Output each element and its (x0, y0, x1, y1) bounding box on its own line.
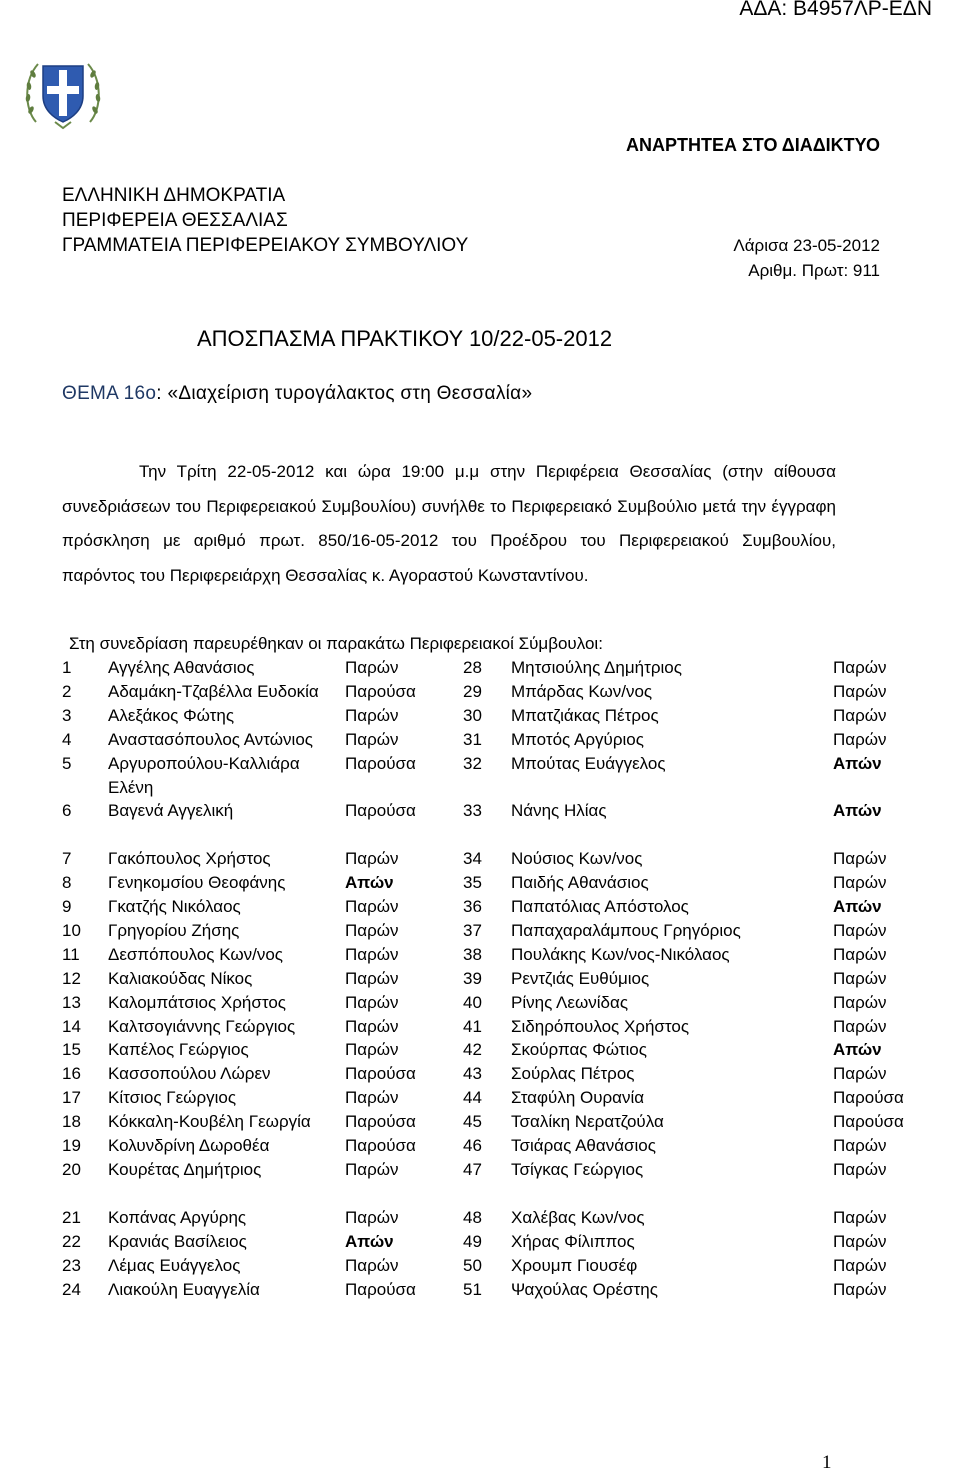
member-name: Γενηκομσίου Θεοφάνης (108, 873, 286, 893)
member-status: Παρών (833, 658, 887, 677)
member-name: Μπατζιάκας Πέτρος (511, 705, 659, 725)
member-status: Παρούσα (833, 1088, 904, 1108)
member-status: Παρούσα (833, 1112, 904, 1132)
member-status: Παρών (833, 1016, 887, 1036)
issuing-authority (62, 183, 468, 258)
member-status: Παρών (833, 1160, 887, 1180)
place-date: Λάρισα 23-05-2012 (733, 236, 880, 255)
member-number: 10 (62, 920, 81, 940)
member-number: 18 (62, 1112, 81, 1132)
member-number: 5 (62, 753, 72, 773)
member-name: Χαλέβας Κων/νος (511, 1207, 645, 1227)
member-status: Παρών (345, 1160, 399, 1180)
member-status: Παρών (833, 1136, 887, 1156)
member-number: 7 (62, 849, 72, 869)
member-row (62, 752, 942, 800)
member-number: 9 (62, 897, 72, 917)
member-status: Παρών (345, 705, 399, 725)
member-number: 20 (62, 1160, 81, 1180)
member-name: Τσαλίκη Νερατζούλα (511, 1112, 664, 1132)
member-status: Παρών (833, 681, 887, 701)
member-number: 1 (62, 658, 72, 677)
member-status: Παρών (833, 705, 887, 725)
member-number: 46 (463, 1136, 482, 1156)
place-and-protocol (733, 233, 880, 283)
member-status: Παρούσα (345, 681, 416, 701)
member-status: Παρών (833, 1255, 887, 1275)
member-number: 34 (463, 849, 482, 869)
member-row (62, 1254, 942, 1278)
member-name: Νούσιος Κων/νος (511, 849, 643, 869)
member-number: 44 (463, 1088, 482, 1108)
member-number: 31 (463, 729, 482, 749)
member-name: Κρανιάς Βασίλειος (108, 1231, 247, 1251)
page-number: 1 (822, 1452, 832, 1473)
member-name: Σταφύλη Ουρανία (511, 1088, 645, 1108)
member-name: Παπατόλιας Απόστολος (511, 897, 689, 917)
member-number: 38 (463, 944, 482, 964)
member-number: 3 (62, 705, 72, 725)
subject-text: : «Διαχείριση τυρογάλακτος στη Θεσσαλία» (156, 383, 533, 404)
member-status: Παρών (345, 658, 399, 677)
subject-line (62, 383, 532, 405)
member-name: Χρουμπ Γιουσέφ (511, 1255, 638, 1275)
org-line-secretariat: ΓΡΑΜΜΑΤΕΙΑ ΠΕΡΙΦΕΡΕΙΑΚΟΥ ΣΥΜΒΟΥΛΙΟΥ (62, 235, 469, 256)
member-row (62, 680, 942, 704)
member-number: 49 (463, 1231, 482, 1251)
member-number: 15 (62, 1040, 81, 1060)
member-row (62, 1015, 942, 1039)
member-number: 22 (62, 1231, 81, 1251)
member-row (62, 919, 942, 943)
member-status: Παρών (345, 1207, 399, 1227)
member-row (62, 1062, 942, 1086)
member-row (62, 728, 942, 752)
member-row (62, 704, 942, 728)
org-line-region: ΠΕΡΙΦΕΡΕΙΑ ΘΕΣΣΑΛΙΑΣ (62, 210, 288, 231)
member-name: Γακόπουλος Χρήστος (108, 849, 271, 869)
attendance-intro: Στη συνεδρίαση παρευρέθηκαν οι παρακάτω Περιφερειακοί Σύμβουλοι: (69, 634, 603, 653)
member-row (62, 823, 942, 871)
member-row (62, 967, 942, 991)
member-status: Απών (833, 801, 882, 821)
member-status: Παρών (345, 897, 399, 917)
member-name: Χήρας Φίλιππος (511, 1231, 635, 1251)
member-number: 19 (62, 1136, 81, 1156)
member-number: 48 (463, 1207, 482, 1227)
member-number: 14 (62, 1016, 81, 1036)
member-status: Παρών (833, 968, 887, 988)
member-name: Ψαχούλας Ορέστης (511, 1279, 658, 1299)
member-number: 50 (463, 1255, 482, 1275)
member-row (62, 1086, 942, 1110)
member-row (62, 799, 942, 823)
subject-prefix: ΘΕΜΑ 16ο (62, 383, 157, 404)
member-number: 32 (463, 753, 482, 773)
member-number: 51 (463, 1279, 482, 1299)
member-name: Σιδηρόπουλος Χρήστος (511, 1016, 690, 1036)
member-number: 16 (62, 1064, 81, 1084)
member-name: Αγγέλης Αθανάσιος (108, 658, 255, 677)
intro-paragraph (62, 455, 836, 593)
member-name: Καλομπάτσιος Χρήστος (108, 992, 286, 1012)
member-number: 30 (463, 705, 482, 725)
intro-text: Την Τρίτη 22-05-2012 και ώρα 19:00 μ.μ στην Περιφέρεια Θεσσαλίας (στην αίθουσα συνεδριάσεων του Περιφερειακού Συμβουλίου) συνήλθε το Περιφερειακό Συμβούλιο μετά την έγγραφη πρόσκληση με αριθμό πρωτ. 850/16-05-2012 του Προέδρου του Περιφερειακού Συμβουλίου, παρόντος του Περιφερειάρχη Θεσσαλίας κ. Αγοραστού Κωνσταντίνου. (62, 462, 836, 585)
member-name: Μπούτας Ευάγγελος (511, 753, 666, 773)
member-name: Πουλάκης Κων/νος-Νικόλαος (511, 944, 730, 964)
member-status: Παρούσα (345, 753, 416, 773)
member-status: Παρών (833, 1064, 887, 1084)
member-name: Λέμας Ευάγγελος (108, 1255, 241, 1275)
member-row (62, 1134, 942, 1158)
member-row (62, 991, 942, 1015)
member-status: Παρών (345, 729, 399, 749)
member-name: Καλτσογιάννης Γεώργιος (108, 1016, 296, 1036)
ada-code: ΑΔΑ: Β4957ΛΡ-ΕΔΝ (739, 0, 932, 20)
member-row (62, 1278, 942, 1302)
member-row (62, 1038, 942, 1062)
member-number: 40 (463, 992, 482, 1012)
member-name: Γρηγορίου Ζήσης (108, 920, 240, 940)
extract-title: ΑΠΟΣΠΑΣΜΑ ΠΡΑΚΤΙΚΟΥ 10/22-05-2012 (197, 326, 613, 351)
member-name: Κόκκαλη-Κουβέλη Γεωργία (108, 1112, 311, 1132)
member-name: Κοπάνας Αργύρης (108, 1207, 247, 1227)
member-status: Παρών (345, 849, 399, 869)
member-status: Απών (833, 897, 882, 917)
member-status: Παρούσα (345, 1112, 416, 1132)
member-name: Δεσπόπουλος Κων/νος (108, 944, 283, 964)
member-name: Ρίνης Λεωνίδας (511, 992, 629, 1012)
member-status: Παρών (833, 729, 887, 749)
member-number: 47 (463, 1160, 482, 1180)
member-row (62, 895, 942, 919)
member-number: 43 (463, 1064, 482, 1084)
member-status: Παρών (345, 1040, 399, 1060)
member-status: Παρών (833, 873, 887, 893)
member-name: Παιδής Αθανάσιος (511, 873, 649, 893)
member-number: 39 (463, 968, 482, 988)
member-status: Παρών (345, 968, 399, 988)
member-row (62, 943, 942, 967)
member-number: 45 (463, 1112, 482, 1132)
member-status: Παρούσα (345, 1064, 416, 1084)
member-name: Κουρέτας Δημήτριος (108, 1160, 262, 1180)
member-name: Αλεξάκος Φώτης (108, 705, 235, 725)
member-number: 41 (463, 1016, 482, 1036)
member-name: Κασσοπούλου Λώρεν (108, 1064, 271, 1084)
publish-note: ΑΝΑΡΤΗΤΕΑ ΣΤΟ ΔΙΑΔΙΚΤΥΟ (626, 135, 880, 155)
member-row (62, 1182, 942, 1230)
member-number: 13 (62, 992, 81, 1012)
member-number: 6 (62, 801, 72, 821)
member-row (62, 1230, 942, 1254)
member-status: Απών (833, 753, 882, 773)
member-status: Παρών (345, 944, 399, 964)
member-status: Παρών (833, 1279, 887, 1299)
member-status: Παρών (833, 944, 887, 964)
member-status: Παρούσα (345, 801, 416, 821)
org-line-country: ΕΛΛΗΝΙΚΗ ΔΗΜΟΚΡΑΤΙΑ (62, 185, 286, 206)
member-status: Παρών (833, 1207, 887, 1227)
member-status: Απών (345, 1231, 394, 1251)
member-name: Μητσιούλης Δημήτριος (511, 658, 682, 677)
member-number: 12 (62, 968, 81, 988)
member-name: Λιακούλη Ευαγγελία (108, 1279, 260, 1299)
member-status: Απών (345, 873, 394, 893)
member-number: 35 (463, 873, 482, 893)
member-number: 23 (62, 1255, 81, 1275)
member-name: Αναστασόπουλος Αντώνιος (108, 729, 313, 749)
member-name: Μποτός Αργύριος (511, 729, 644, 749)
member-name: Κολυνδρίνη Δωροθέα (108, 1136, 270, 1156)
greek-coat-of-arms-icon (22, 52, 104, 134)
member-name: Τσιάρας Αθανάσιος (511, 1136, 656, 1156)
member-status: Παρών (833, 849, 887, 869)
member-number: 36 (463, 897, 482, 917)
member-number: 17 (62, 1088, 81, 1108)
member-number: 4 (62, 729, 72, 749)
member-number: 21 (62, 1207, 81, 1227)
member-name: Μπάρδας Κων/νος (511, 681, 653, 701)
member-name: Αδαμάκη-Τζαβέλλα Ευδοκία (108, 681, 319, 701)
member-status: Παρών (345, 1255, 399, 1275)
member-status: Απών (833, 1040, 882, 1060)
member-number: 37 (463, 920, 482, 940)
member-number: 2 (62, 681, 72, 701)
member-name: Νάνης Ηλίας (511, 801, 607, 821)
protocol-number: Αριθμ. Πρωτ: 911 (748, 261, 880, 280)
member-row (62, 656, 942, 680)
member-row (62, 871, 942, 895)
member-status: Παρούσα (345, 1136, 416, 1156)
member-name: Αργυροπούλου-Καλλιάρα Ελένη (108, 753, 300, 797)
member-number: 24 (62, 1279, 81, 1299)
member-name: Παπαχαραλάμπους Γρηγόριος (511, 920, 741, 940)
member-status: Παρών (345, 1088, 399, 1108)
member-status: Παρών (833, 992, 887, 1012)
member-number: 11 (62, 944, 80, 964)
member-number: 28 (463, 658, 482, 677)
member-status: Παρών (345, 992, 399, 1012)
member-row (62, 1110, 942, 1134)
member-name: Βαγενά Αγγελική (108, 801, 234, 821)
member-name: Καλιακούδας Νίκος (108, 968, 253, 988)
member-name: Κίτσιος Γεώργιος (108, 1088, 237, 1108)
member-status: Παρών (345, 920, 399, 940)
member-status: Παρών (833, 1231, 887, 1251)
member-name: Σκούρπας Φώτιος (511, 1040, 647, 1060)
member-number: 8 (62, 873, 72, 893)
member-name: Σούρλας Πέτρος (511, 1064, 635, 1084)
member-status: Παρούσα (345, 1279, 416, 1299)
member-status: Παρών (345, 1016, 399, 1036)
members-table (62, 656, 942, 1301)
member-number: 33 (463, 801, 482, 821)
member-name: Ρεντζιάς Ευθύμιος (511, 968, 650, 988)
member-number: 29 (463, 681, 482, 701)
member-status: Παρών (833, 920, 887, 940)
member-row (62, 1158, 942, 1182)
member-name: Γκατζής Νικόλαος (108, 897, 241, 917)
member-number: 42 (463, 1040, 482, 1060)
member-name: Τσίγκας Γεώργιος (511, 1160, 644, 1180)
member-name: Καπέλος Γεώργιος (108, 1040, 249, 1060)
